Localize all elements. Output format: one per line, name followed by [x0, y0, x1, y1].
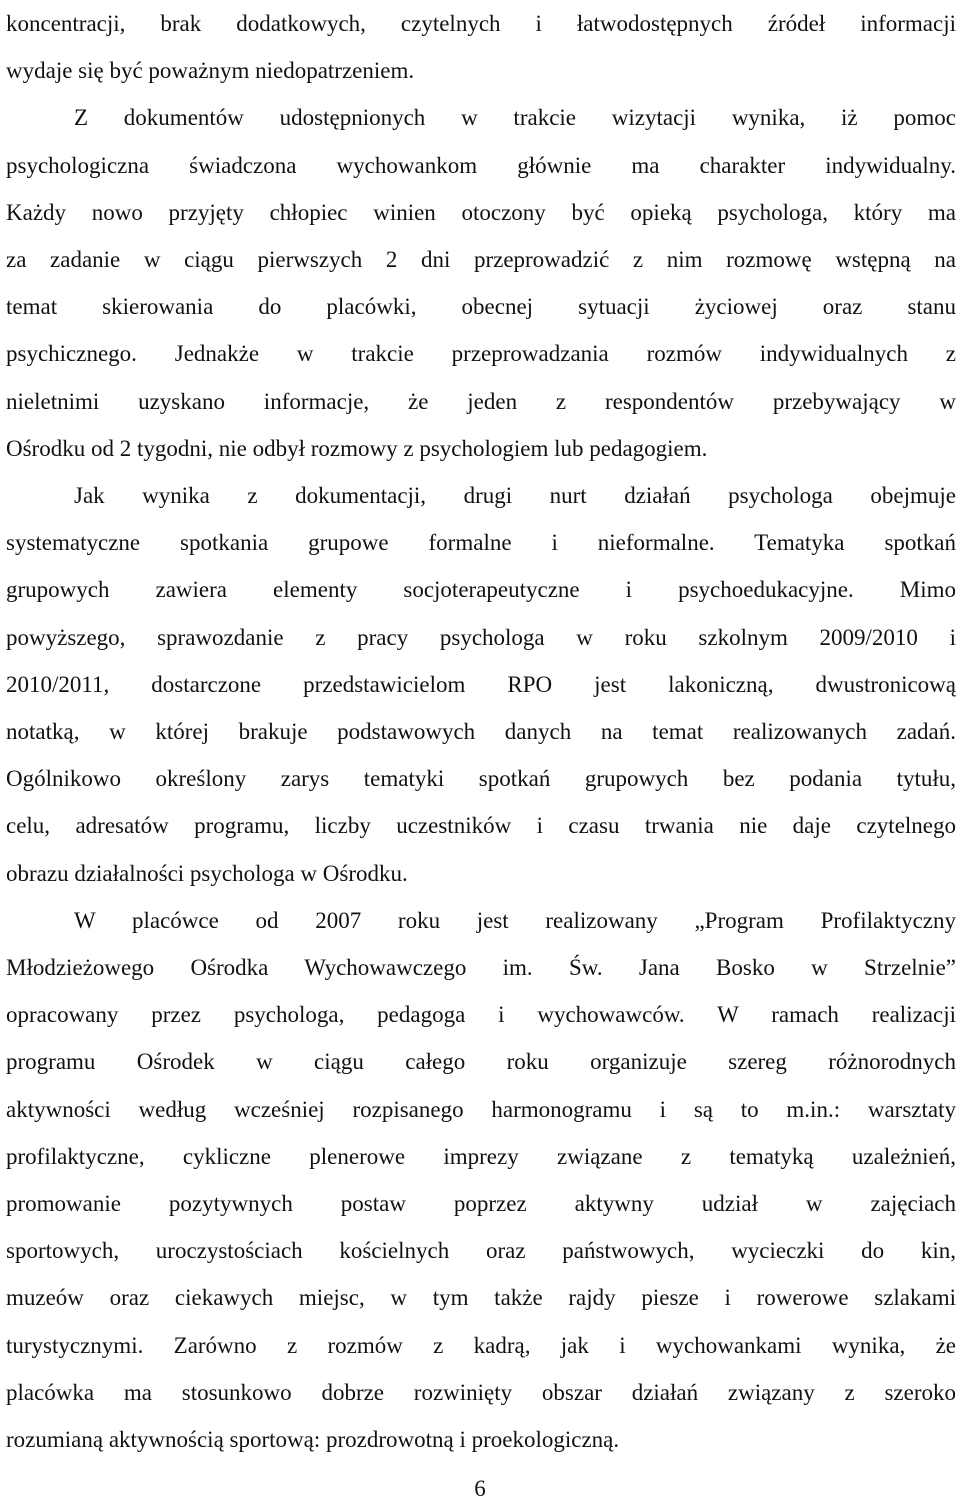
text-line: psychicznego. Jednakże w trakcie przeprowadzania rozmów indywidualnych z — [6, 341, 956, 367]
text-line: Każdy nowo przyjęty chłopiec winien otoczony być opieką psychologa, który ma — [6, 199, 956, 225]
text-line: Z dokumentów udostępnionych w trakcie wizytacji wynika, iż pomoc — [74, 105, 956, 131]
text-line: wydaje się być poważnym niedopatrzeniem. — [6, 58, 415, 84]
text-line: Ośrodku od 2 tygodni, nie odbył rozmowy z psychologiem lub pedagogiem. — [6, 435, 708, 461]
text-line: 2010/2011, dostarczone przedstawicielom RPO jest lakoniczną, dwustronicową — [6, 671, 956, 697]
paragraph — [6, 897, 956, 1463]
text-line: systematyczne spotkania grupowe formalne i nieformalne. Tematyka spotkań — [6, 530, 956, 556]
page-number: 6 — [474, 1476, 486, 1501]
text-line: programu Ośrodek w ciągu całego roku organizuje szereg różnorodnych — [6, 1049, 956, 1075]
text-line: Młodzieżowego Ośrodka Wychowawczego im. Św. Jana Bosko w Strzelnie” — [6, 955, 956, 981]
text-line: nieletnimi uzyskano informacje, że jeden z respondentów przebywający w — [6, 388, 956, 414]
text-line: profilaktyczne, cykliczne plenerowe imprezy związane z tematyką uzależnień, — [6, 1143, 956, 1169]
text-line: Jak wynika z dokumentacji, drugi nurt działań psychologa obejmuje — [74, 483, 956, 509]
text-line: placówka ma stosunkowo dobrze rozwinięty obszar działań związany z szeroko — [6, 1379, 956, 1405]
text-line: muzeów oraz ciekawych miejsc, w tym także rajdy piesze i rowerowe szlakami — [6, 1285, 956, 1311]
text-line: Ogólnikowo określony zarys tematyki spotkań grupowych bez podania tytułu, — [6, 766, 956, 792]
text-line: aktywności według wcześniej rozpisanego harmonogramu i są to m.in.: warsztaty — [6, 1096, 956, 1122]
text-line: opracowany przez psychologa, pedagoga i wychowawców. W ramach realizacji — [6, 1002, 956, 1028]
text-line: rozumianą aktywnością sportową: prozdrowotną i proekologiczną. — [6, 1427, 620, 1453]
text-line: notatką, w której brakuje podstawowych danych na temat realizowanych zadań. — [6, 719, 956, 745]
paragraph — [6, 0, 956, 94]
paragraph — [6, 472, 956, 897]
text-line: W placówce od 2007 roku jest realizowany „Program Profilaktyczny — [74, 907, 956, 933]
text-line: psychologiczna świadczona wychowankom głównie ma charakter indywidualny. — [6, 152, 956, 178]
text-line: promowanie pozytywnych postaw poprzez aktywny udział w zajęciach — [6, 1191, 956, 1217]
text-line: celu, adresatów programu, liczby uczestników i czasu trwania nie daje czytelnego — [6, 813, 956, 839]
text-line: obrazu działalności psychologa w Ośrodku. — [6, 860, 408, 886]
paragraph — [6, 94, 956, 472]
text-line: turystycznymi. Zarówno z rozmów z kadrą, jak i wychowankami wynika, że — [6, 1332, 956, 1358]
text-line: sportowych, uroczystościach kościelnych oraz państwowych, wycieczki do kin, — [6, 1238, 956, 1264]
document-body — [6, 0, 956, 1463]
text-line: grupowych zawiera elementy socjoterapeutyczne i psychoedukacyjne. Mimo — [6, 577, 956, 603]
text-line: koncentracji, brak dodatkowych, czytelnych i łatwodostępnych źródeł informacji — [6, 11, 956, 36]
text-line: powyższego, sprawozdanie z pracy psychologa w roku szkolnym 2009/2010 i — [6, 624, 956, 650]
text-line: temat skierowania do placówki, obecnej sytuacji życiowej oraz stanu — [6, 294, 956, 320]
text-line: za zadanie w ciągu pierwszych 2 dni przeprowadzić z nim rozmowę wstępną na — [6, 247, 956, 273]
